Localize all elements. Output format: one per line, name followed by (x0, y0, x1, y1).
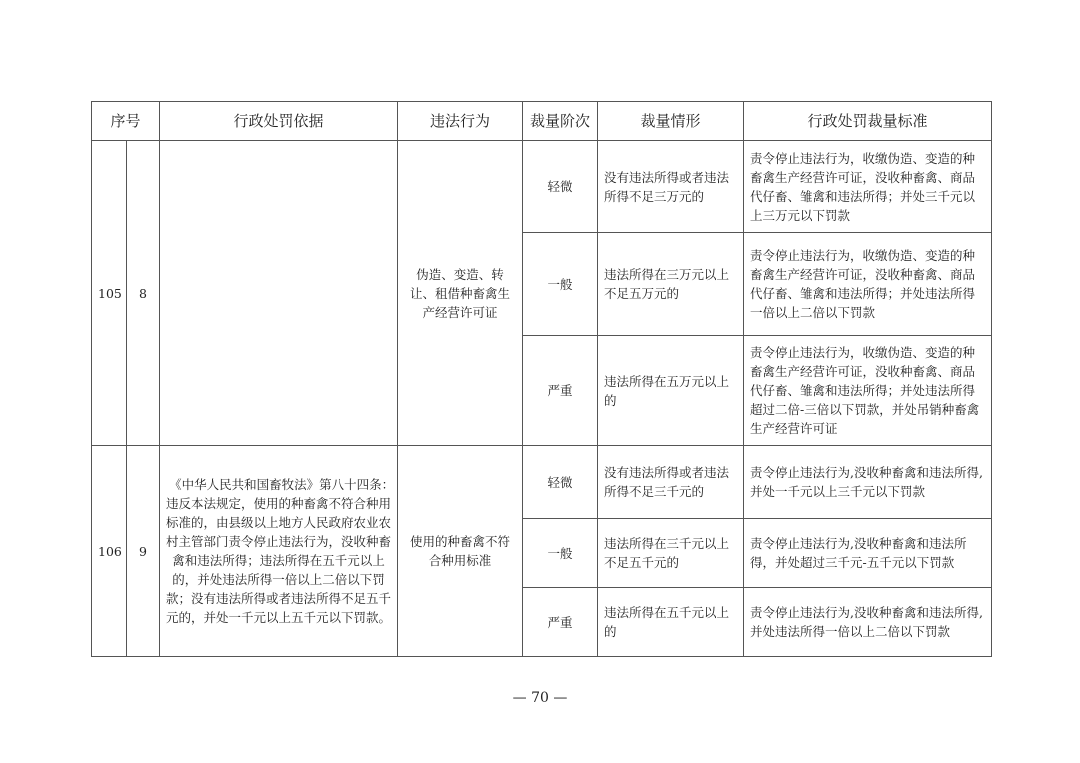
page-number: — 70 — (512, 690, 568, 706)
discretion-level: 一般 (523, 519, 598, 588)
header-basis: 行政处罚依据 (160, 102, 398, 141)
discretion-level: 严重 (523, 336, 598, 446)
penalty-standard: 责令停止违法行为，收缴伪造、变造的种畜禽生产经营许可证，没收种畜禽、商品代仔畜、雏禽和违法所得；并处违法所得一倍以上二倍以下罚款 (744, 233, 992, 336)
header-level: 裁量阶次 (523, 102, 598, 141)
header-seq: 序号 (92, 102, 160, 141)
penalty-standard: 责令停止违法行为，收缴伪造、变造的种畜禽生产经营许可证，没收种畜禽、商品代仔畜、雏禽和违法所得；并处违法所得超过二倍-三倍以下罚款，并处吊销种畜禽生产经营许可证 (744, 336, 992, 446)
penalty-standard: 责令停止违法行为,没收种畜禽和违法所得,并处一千元以上三千元以下罚款 (744, 446, 992, 519)
violation-act: 伪造、变造、转让、租借种畜禽生产经营许可证 (398, 141, 523, 446)
discretion-circumstance: 违法所得在五千元以上的 (598, 588, 744, 657)
discretion-circumstance: 违法所得在三千元以上不足五千元的 (598, 519, 744, 588)
discretion-level: 一般 (523, 233, 598, 336)
discretion-circumstance: 违法所得在三万元以上不足五万元的 (598, 233, 744, 336)
row-number: 105 (92, 141, 127, 446)
discretion-level: 严重 (523, 588, 598, 657)
row-sub-number: 9 (127, 446, 160, 657)
table-row (92, 141, 992, 233)
penalty-standard: 责令停止违法行为,没收种畜禽和违法所得，并处超过三千元-五千元以下罚款 (744, 519, 992, 588)
discretion-level: 轻微 (523, 141, 598, 233)
legal-basis: 《中华人民共和国畜牧法》第八十四条： 违反本法规定，使用的种畜禽不符合种用标准的，由县级以上地方人民政府农业农村主管部门责令停止违法行为，没收种畜禽和违法所得；违法所得在五千元以上的，并处违法所得一倍以上二倍以下罚款；没有违法所得或者违法所得不足五千元的，并处一千元以上五千元以下罚款。 (160, 446, 398, 657)
discretion-level: 轻微 (523, 446, 598, 519)
header-act: 违法行为 (398, 102, 523, 141)
header-row (92, 102, 992, 141)
penalty-standard: 责令停止违法行为,没收种畜禽和违法所得,并处违法所得一倍以上二倍以下罚款 (744, 588, 992, 657)
penalty-standard: 责令停止违法行为，收缴伪造、变造的种畜禽生产经营许可证，没收种畜禽、商品代仔畜、雏禽和违法所得；并处三千元以上三万元以下罚款 (744, 141, 992, 233)
row-number: 106 (92, 446, 127, 657)
header-standard: 行政处罚裁量标准 (744, 102, 992, 141)
legal-basis (160, 141, 398, 446)
discretion-circumstance: 违法所得在五万元以上的 (598, 336, 744, 446)
discretion-circumstance: 没有违法所得或者违法所得不足三千元的 (598, 446, 744, 519)
table-row (92, 446, 992, 519)
penalty-table (91, 101, 992, 657)
discretion-circumstance: 没有违法所得或者违法所得不足三万元的 (598, 141, 744, 233)
header-circumstance: 裁量情形 (598, 102, 744, 141)
violation-act: 使用的种畜禽不符合种用标准 (398, 446, 523, 657)
row-sub-number: 8 (127, 141, 160, 446)
